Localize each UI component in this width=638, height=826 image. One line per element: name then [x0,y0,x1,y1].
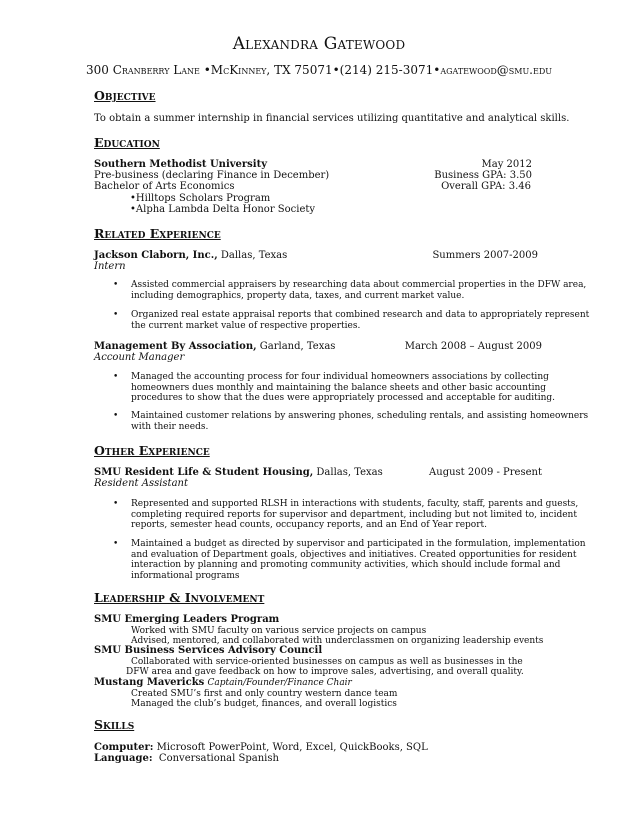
job-title: Resident Assistant [94,478,188,489]
leadership-detail: Created SMU’s first and only country western dance team [131,688,398,699]
related-experience-heading: Related Experience [94,226,221,241]
job-org: Jackson Claborn, Inc., [94,250,218,261]
bullet-line: the current market value of respective properties. [131,320,361,331]
leadership-org: SMU Emerging Leaders Program [94,614,280,625]
leadership-detail: Worked with SMU faculty on various service projects on campus [131,625,427,636]
job-place: Dallas, Texas [217,250,288,261]
job-date: March 2008 – August 2009 [404,341,542,352]
bullet-icon: • [113,310,119,320]
resume-name: Alexandra Gatewood [232,34,406,54]
skills-computer-value: Microsoft PowerPoint, Word, Excel, QuickBooks, SQL [153,742,428,753]
school-name: Southern Methodist University [94,159,268,170]
bullet-line: procedures to show that the dues were appropriately processed and acceptable for auditing. [131,393,556,403]
job-org-line [94,341,335,352]
objective-text: To obtain a summer internship in financial services utilizing quantitative and analytical skills. [94,113,570,124]
job-date: Summers 2007-2009 [432,250,538,261]
bullet-icon: • [113,499,119,509]
graduation-date: May 2012 [481,159,532,170]
job-org-line [94,250,287,261]
bullet-line: reports, semester head counts, occupancy reports, and an End of Year report. [131,520,487,530]
job-org-line [94,467,383,478]
contact-line: 300 Cranberry Lane •McKinney, TX 75071•(214) 215-3071•agatewood@smu.edu [85,63,552,77]
leadership-detail: Managed the club’s budget, finances, and overall logistics [131,699,397,709]
job-place: Garland, Texas [256,341,336,352]
bullet-line: Assisted commercial appraisers by researching data about commercial properties in the DFW area, [131,280,587,290]
leadership-detail: Collaborated with service-oriented businesses on campus as well as businesses in the [131,656,523,667]
job-title: Account Manager [94,352,185,363]
bullet-line: including demographics, property data, taxes, and current market value. [131,290,465,301]
job-title: Intern [94,261,126,272]
honor-item: •Alpha Lambda Delta Honor Society [130,204,316,215]
bullet-icon: • [113,280,119,290]
objective-heading: Objective [94,88,156,103]
degree-line-2: Bachelor of Arts Economics [94,181,235,192]
job-place: Dallas, Texas [313,467,383,478]
skills-heading: Skills [94,717,135,732]
bullet-line: Organized real estate appraisal reports that combined research and data to appropriately represent [131,310,590,320]
bullet-line: Managed the accounting process for four individual homeowners associations by collecting [131,372,549,382]
bullet-line: interaction by planning and promoting community activities, which should include formal and [131,560,561,570]
leadership-org-line [94,677,352,689]
bullet-line: Maintained customer relations by answering phones, scheduling rentals, and assisting homeowners [131,411,589,421]
bullet-line: with their needs. [131,421,209,432]
job-date: August 2009 - Present [429,467,542,478]
bullet-line: homeowners dues monthly and maintaining the balance sheets and other basic accounting [131,382,547,393]
bullet-icon: • [113,372,119,382]
leadership-detail: DFW area and gave feedback on how to improve sales, advertising, and overall quality. [126,667,524,677]
bullet-icon: • [113,539,119,549]
leadership-role: Captain/Founder/Finance Chair [207,678,352,688]
business-gpa: Business GPA: 3.50 [434,170,532,181]
skills-computer-label: Computer: [94,742,154,753]
job-org: Management By Association, [94,341,257,352]
bullet-line: informational programs [131,570,240,581]
leadership-org: SMU Business Services Advisory Council [94,645,323,656]
overall-gpa: Overall GPA: 3.46 [441,181,531,192]
leadership-heading: Leadership & Involvement [94,590,265,605]
job-org: SMU Resident Life & Student Housing, [94,467,314,478]
bullet-line: Maintained a budget as directed by supervisor and participated in the formulation, implementation [131,539,586,549]
skills-language-value: Conversational Spanish [152,753,279,764]
bullet-icon: • [113,411,119,421]
bullet-line: Represented and supported RLSH in interactions with students, faculty, staff, parents and guests, [131,499,579,509]
honor-item: •Hilltops Scholars Program [130,193,271,204]
bullet-line: and evaluation of Department goals, objectives and initiatives. Created opportunities for resident [131,549,577,560]
skills-computer [94,742,428,753]
degree-line-1: Pre-business (declaring Finance in December) [94,170,330,181]
leadership-detail: Advised, mentored, and collaborated with underclassmen on organizing leadership events [131,636,544,646]
leadership-org: Mustang Mavericks [94,677,205,688]
skills-language [94,753,279,764]
bullet-line: completing required reports for supervisor and department, including but not limited to, incident [131,509,577,520]
education-heading: Education [94,135,160,150]
skills-language-label: Language: [94,753,153,764]
other-experience-heading: Other Experience [94,443,210,458]
